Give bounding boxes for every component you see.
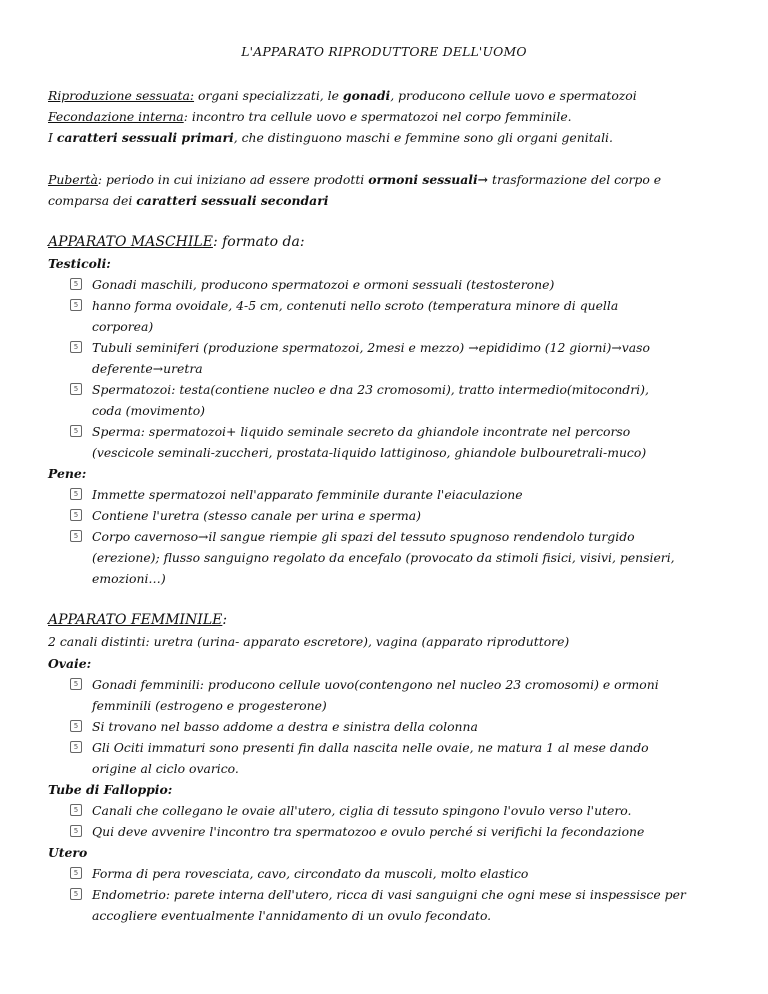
list-item-continuation: femminili (estrogeno e progesterone)	[92, 698, 327, 713]
bullet-icon: 5	[70, 741, 82, 753]
bullet-icon: 5	[70, 804, 82, 816]
list-item-text: Contiene l'uretra (stesso canale per urina e sperma)	[92, 508, 421, 523]
heading-maschile: APPARATO MASCHILE	[48, 234, 213, 250]
intro-line-1	[48, 88, 637, 103]
list-item-text: Tubuli seminiferi (produzione spermatozoi, 2mesi e mezzo) →epididimo (12 giorni)→vaso	[92, 340, 650, 355]
bullet-icon: 5	[70, 720, 82, 732]
bullet-icon: 5	[70, 888, 82, 900]
subheading-ovaie: Ovaie:	[48, 656, 92, 671]
subheading-tube: Tube di Falloppio:	[48, 782, 173, 797]
section-heading-maschile	[48, 234, 305, 250]
term-fecondazione: Fecondazione interna	[48, 109, 184, 124]
subheading-pene: Pene:	[48, 466, 87, 481]
bullet-icon: 5	[70, 425, 82, 437]
list-item-text: Endometrio: parete interna dell'utero, ricca di vasi sanguigni che ogni mese si inspessisce per	[92, 887, 686, 902]
list-item-text: Immette spermatozoi nell'apparato femminile durante l'eiaculazione	[92, 487, 523, 502]
list-item-text: hanno forma ovoidale, 4-5 cm, contenuti nello scroto (temperatura minore di quella	[92, 298, 619, 313]
bullet-icon: 5	[70, 341, 82, 353]
term-caratteri-primari: caratteri sessuali primari	[56, 130, 234, 145]
term-ormoni: ormoni sessuali→	[368, 172, 489, 187]
list-item-continuation: (erezione); flusso sanguigno regolato da encefalo (provocato da stimoli fisici, visivi, pensieri,	[92, 550, 675, 565]
text: , producono cellule uovo e spermatozoi	[390, 88, 637, 103]
list-item-text: Canali che collegano le ovaie all'utero, ciglia di tessuto spingono l'ovulo verso l'utero.	[92, 803, 632, 818]
bullet-icon: 5	[70, 530, 82, 542]
term-caratteri-secondari: caratteri sessuali secondari	[136, 193, 329, 208]
text: comparsa dei	[48, 193, 137, 208]
text: : incontro tra cellule uovo e spermatozoi nel corpo femminile.	[183, 109, 572, 124]
bullet-icon: 5	[70, 383, 82, 395]
page-title: L'APPARATO RIPRODUTTORE DELL'UOMO	[241, 44, 527, 59]
list-item-text: Si trovano nel basso addome a destra e sinistra della colonna	[92, 719, 478, 734]
heading-femminile: APPARATO FEMMINILE	[48, 612, 223, 628]
list-item-text: Gonadi femminili: producono cellule uovo(contengono nel nucleo 23 cromosomi) e ormoni	[92, 677, 659, 692]
list-item-text: Sperma: spermatozoi+ liquido seminale secreto da ghiandole incontrate nel percorso	[92, 424, 631, 439]
term-riproduzione: Riproduzione sessuata:	[48, 88, 195, 103]
femminile-intro: 2 canali distinti: uretra (urina- apparato escretore), vagina (apparato riproduttore)	[48, 634, 570, 649]
subheading-utero: Utero	[48, 845, 88, 860]
bullet-icon: 5	[70, 867, 82, 879]
intro-line-3	[48, 130, 613, 145]
text: , che distinguono maschi e femmine sono gli organi genitali.	[233, 130, 613, 145]
intro-line-2	[48, 109, 572, 124]
list-item-continuation: deferente→uretra	[92, 361, 203, 376]
text: trasformazione del corpo e	[488, 172, 662, 187]
bullet-icon: 5	[70, 509, 82, 521]
term-puberta: Pubertà	[48, 172, 98, 187]
list-item-continuation: (vescicole seminali-zuccheri, prostata-liquido lattiginoso, ghiandole bulbouretrali-muco)	[92, 445, 647, 460]
term-gonadi: gonadi	[342, 88, 391, 103]
list-item-continuation: corporea)	[92, 319, 154, 334]
bullet-icon: 5	[70, 488, 82, 500]
list-item-continuation: emozioni…)	[92, 571, 166, 586]
text: I	[48, 130, 57, 145]
list-item-text: Gonadi maschili, producono spermatozoi e ormoni sessuali (testosterone)	[92, 277, 555, 292]
list-item-text: Qui deve avvenire l'incontro tra spermatozoo e ovulo perché si verifichi la fecondazione	[92, 824, 645, 839]
bullet-icon: 5	[70, 278, 82, 290]
bullet-icon: 5	[70, 299, 82, 311]
text: : formato da:	[212, 234, 305, 250]
list-item-text: Corpo cavernoso→il sangue riempie gli spazi del tessuto spugnoso rendendolo turgido	[92, 529, 635, 544]
bullet-icon: 5	[70, 678, 82, 690]
text: :	[222, 612, 228, 628]
section-heading-femminile	[48, 612, 227, 628]
list-item-text: Gli Ociti immaturi sono presenti fin dalla nascita nelle ovaie, ne matura 1 al mese dando	[92, 740, 649, 755]
puberta-line-1	[48, 172, 661, 187]
list-item-text: Forma di pera rovesciata, cavo, circondato da muscoli, molto elastico	[92, 866, 529, 881]
list-item-text: Spermatozoi: testa(contiene nucleo e dna 23 cromosomi), tratto intermedio(mitocondri),	[92, 382, 649, 397]
text: : periodo in cui iniziano ad essere prodotti	[97, 172, 369, 187]
puberta-line-2	[48, 193, 328, 208]
list-item-continuation: origine al ciclo ovarico.	[92, 761, 239, 776]
text: organi specializzati, le	[194, 88, 343, 103]
list-item-continuation: coda (movimento)	[92, 403, 205, 418]
list-item-continuation: accogliere eventualmente l'annidamento di un ovulo fecondato.	[92, 908, 492, 923]
bullet-icon: 5	[70, 825, 82, 837]
subheading-testicoli: Testicoli:	[48, 256, 111, 271]
